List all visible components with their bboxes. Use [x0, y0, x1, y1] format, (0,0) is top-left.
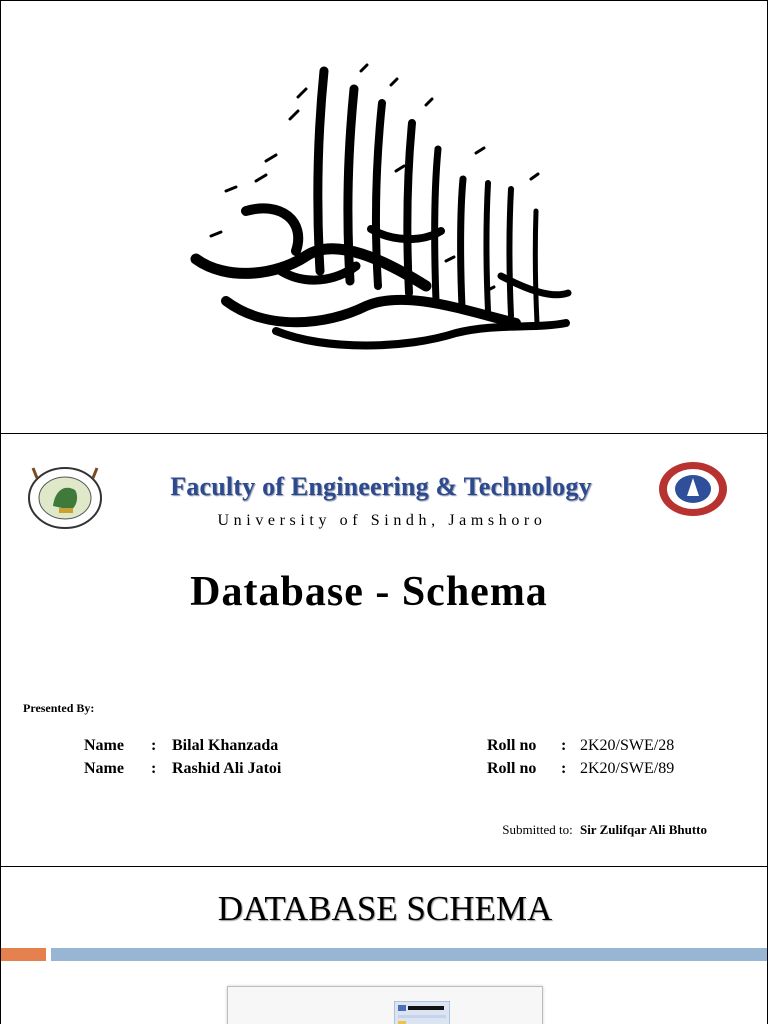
bismillah-calligraphy-icon — [186, 61, 576, 356]
roll-colon: : — [561, 760, 567, 777]
slide-database-schema — [0, 866, 768, 1024]
member-name: Rashid Ali Jatoi — [172, 760, 282, 777]
roll-colon: : — [561, 737, 567, 754]
member-row — [1, 737, 768, 759]
roll-number: 2K20/SWE/89 — [580, 760, 675, 777]
roll-label: Roll no — [487, 760, 537, 777]
schema-screenshot — [227, 986, 543, 1024]
accent-bar-blue — [51, 948, 768, 961]
name-label: Name — [84, 737, 124, 754]
name-label: Name — [84, 760, 124, 777]
slide-title-page — [0, 433, 768, 867]
name-colon: : — [151, 760, 157, 777]
submitted-to — [502, 822, 707, 838]
accent-bar-orange — [1, 948, 46, 961]
submitted-to-name: Sir Zulifqar Ali Bhutto — [579, 822, 707, 837]
university-subheading: University of Sindh, Jamshoro — [217, 512, 547, 529]
document-title: Database - Schema — [190, 569, 548, 615]
faculty-heading: Faculty of Engineering & Technology — [170, 472, 592, 501]
roll-label: Roll no — [487, 737, 537, 754]
member-name: Bilal Khanzada — [172, 737, 279, 754]
slide-title: DATABASE SCHEMA — [217, 889, 553, 928]
member-row — [1, 760, 768, 782]
slide-calligraphy — [0, 0, 768, 434]
submitted-to-label: Submitted to: — [502, 822, 573, 837]
roll-number: 2K20/SWE/28 — [580, 737, 675, 754]
name-colon: : — [151, 737, 157, 754]
presented-by-label: Presented By: — [23, 701, 95, 715]
schema-window-icon — [394, 1001, 450, 1024]
